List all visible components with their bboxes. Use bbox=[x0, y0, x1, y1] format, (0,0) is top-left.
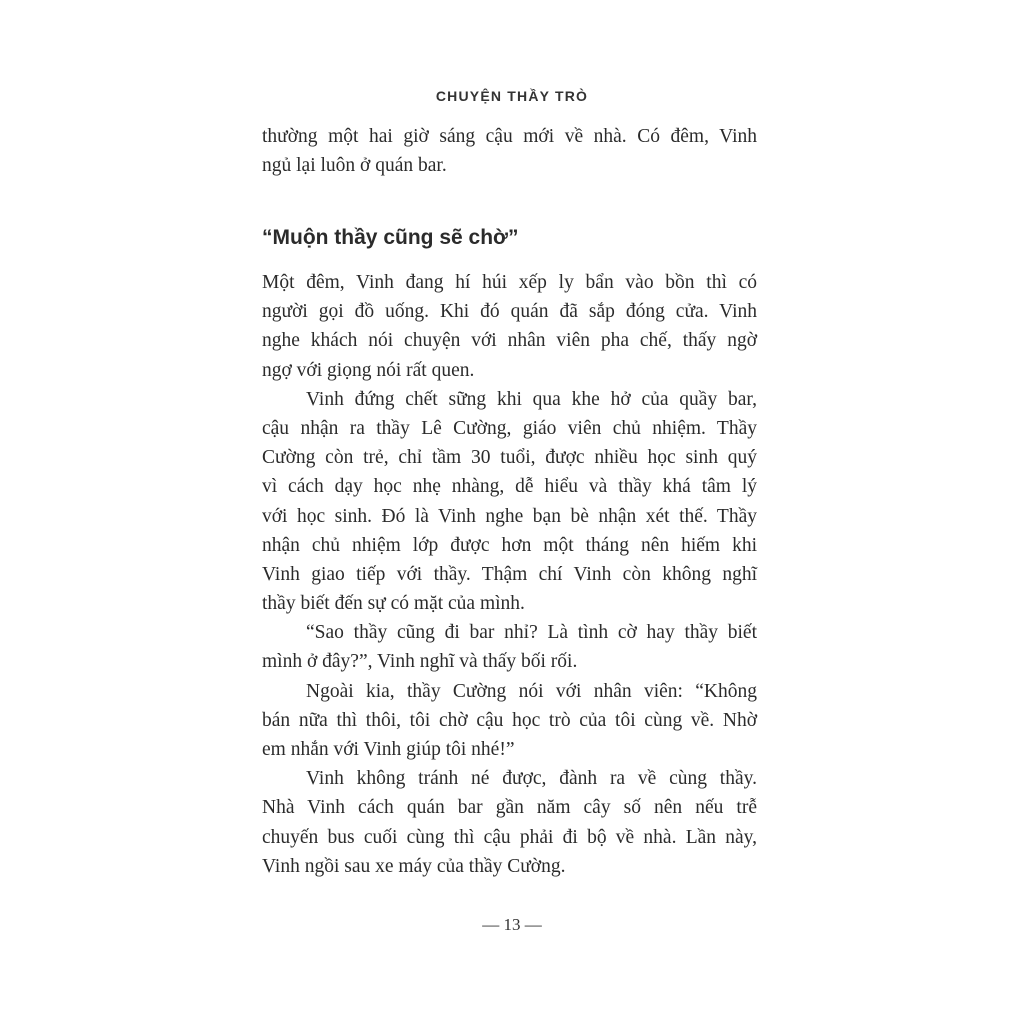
text-line: người gọi đồ uống. Khi đó quán đã sắp đóng cửa. Vinh bbox=[262, 301, 757, 323]
carry-over-paragraph bbox=[262, 122, 757, 180]
text-line: chuyến bus cuối cùng thì cậu phải đi bộ về nhà. Lần này, bbox=[262, 826, 757, 848]
text-line: Vinh đứng chết sững khi qua khe hở của quầy bar, bbox=[306, 388, 757, 410]
text-line: “Sao thầy cũng đi bar nhỉ? Là tình cờ hay thầy biết bbox=[306, 622, 757, 644]
running-title: CHUYỆN THẦY TRÒ bbox=[435, 88, 589, 104]
text-line: ngủ lại luôn ở quán bar. bbox=[262, 155, 447, 177]
text-line: thầy biết đến sự có mặt của mình. bbox=[262, 593, 525, 615]
text-line: với học sinh. Đó là Vinh nghe bạn bè nhận xét thế. Thầy bbox=[262, 505, 757, 527]
text-line: Ngoài kia, thầy Cường nói với nhân viên: “Không bbox=[306, 680, 757, 702]
text-line: Nhà Vinh cách quán bar gần năm cây số nên nếu trễ bbox=[262, 797, 757, 819]
body-text bbox=[262, 268, 757, 881]
text-line: Vinh không tránh né được, đành ra về cùng thầy. bbox=[306, 768, 757, 790]
text-line: em nhắn với Vinh giúp tôi nhé!” bbox=[262, 739, 515, 760]
text-line: vì cách dạy học nhẹ nhàng, dễ hiểu và thầy khá tâm lý bbox=[262, 476, 757, 498]
section-heading: “Muộn thầy cũng sẽ chờ” bbox=[262, 226, 519, 249]
page-number: — 13 — bbox=[482, 915, 542, 934]
text-line: thường một hai giờ sáng cậu mới về nhà. Có đêm, Vinh bbox=[262, 126, 757, 147]
text-line: Vinh ngồi sau xe máy của thầy Cường. bbox=[262, 855, 566, 877]
text-line: nghe khách nói chuyện với nhân viên pha chế, thấy ngờ bbox=[262, 330, 757, 352]
text-line: cậu nhận ra thầy Lê Cường, giáo viên chủ nhiệm. Thầy bbox=[262, 417, 757, 439]
text-line: Một đêm, Vinh đang hí húi xếp ly bẩn vào bồn thì có bbox=[262, 272, 757, 293]
text-line: Cường còn trẻ, chỉ tầm 30 tuổi, được nhiều học sinh quý bbox=[262, 447, 757, 469]
text-line: nhận chủ nhiệm lớp được hơn một tháng nên hiếm khi bbox=[262, 534, 757, 556]
text-line: ngợ với giọng nói rất quen. bbox=[262, 359, 475, 381]
text-line: mình ở đây?”, Vinh nghĩ và thấy bối rối. bbox=[262, 651, 578, 673]
text-line: bán nữa thì thôi, tôi chờ cậu học trò của tôi cùng về. Nhờ bbox=[262, 709, 757, 731]
text-line: Vinh giao tiếp với thầy. Thậm chí Vinh còn không nghĩ bbox=[262, 563, 757, 585]
